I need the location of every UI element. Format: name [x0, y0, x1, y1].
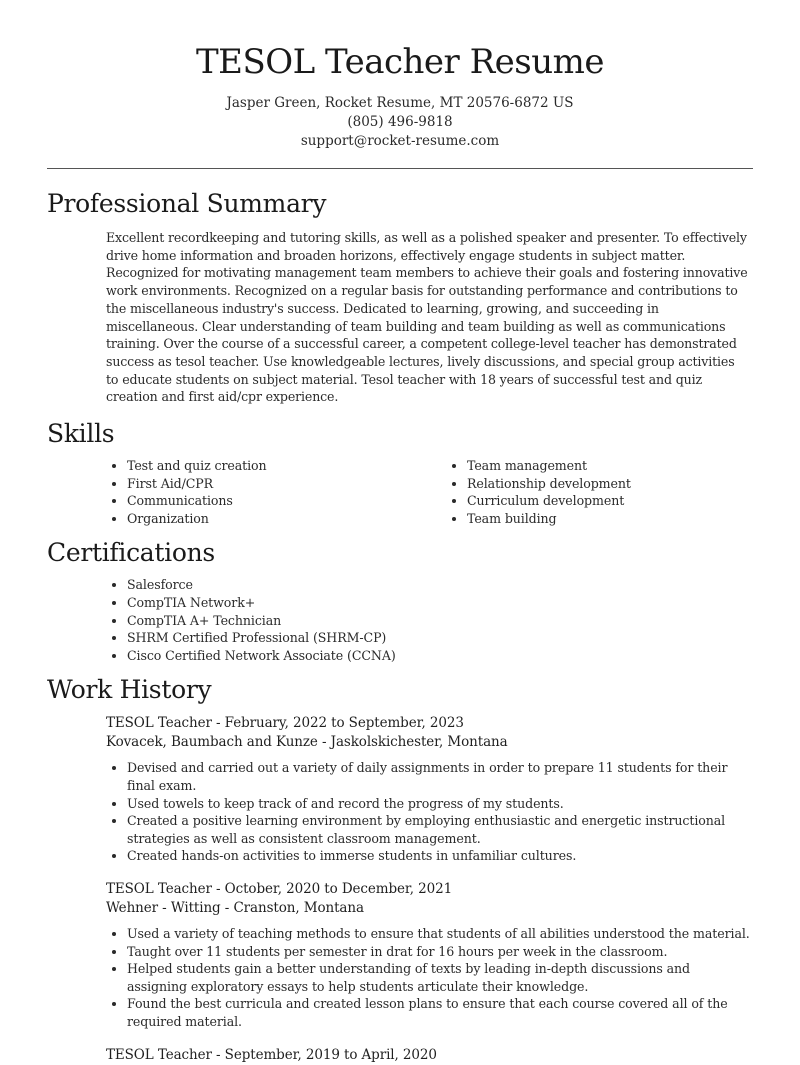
job-entry	[106, 1046, 750, 1065]
job-role-dates: TESOL Teacher - September, 2019 to April, 2020	[106, 1046, 437, 1063]
section-title-certifications: Certifications	[47, 538, 215, 568]
job-entry	[106, 714, 750, 865]
skill-item: • Team management	[467, 457, 786, 475]
certification-item: • CompTIA A+ Technician	[127, 612, 800, 630]
skills-list	[106, 457, 800, 527]
section-title-work-history: Work History	[47, 675, 212, 705]
job-bullet: • Used towels to keep track of and record the progress of my students.	[127, 795, 750, 813]
certification-item: • CompTIA Network+	[127, 594, 800, 612]
job-entry	[106, 880, 750, 1031]
certifications-items	[106, 576, 800, 664]
skill-item: • Curriculum development	[467, 492, 786, 510]
job-company-location: Wehner - Witting - Cranston, Montana	[106, 899, 364, 916]
skill-item: • First Aid/CPR	[127, 475, 446, 493]
section-title-summary: Professional Summary	[47, 189, 327, 218]
certification-item: • Cisco Certified Network Associate (CCNA)	[127, 647, 800, 665]
job-bullet: • Created hands-on activities to immerse students in unfamiliar cultures.	[127, 847, 750, 865]
job-company-location: Kovacek, Baumbach and Kunze - Jaskolskichester, Montana	[106, 734, 508, 751]
contact-phone: (805) 496-9818	[347, 114, 453, 130]
job-role-dates: TESOL Teacher - February, 2022 to September, 2023	[106, 715, 464, 732]
certifications-list	[106, 576, 800, 664]
skill-item: • Communications	[127, 492, 446, 510]
job-bullets	[106, 759, 750, 865]
job-bullet: • Taught over 11 students per semester in drat for 16 hours per week in the classroom.	[127, 943, 750, 961]
skills-column-left	[106, 457, 446, 527]
job-bullet: • Devised and carried out a variety of daily assignments in order to prepare 11 students for their final exam.	[127, 759, 750, 794]
header-divider	[47, 168, 753, 169]
skills-column-right	[446, 457, 786, 527]
job-bullet: • Found the best curricula and created lesson plans to ensure that each course covered all of the required material.	[127, 995, 750, 1030]
job-bullet: • Used a variety of teaching methods to ensure that students of all abilities understood the material.	[127, 925, 750, 943]
job-role-dates: TESOL Teacher - October, 2020 to December, 2021	[106, 880, 453, 897]
contact-email: support@rocket-resume.com	[300, 133, 500, 149]
job-bullets	[106, 925, 750, 1031]
page-title: TESOL Teacher Resume	[195, 42, 605, 82]
skill-item: • Relationship development	[467, 475, 786, 493]
job-bullet: • Created a positive learning environment by employing enthusiastic and energetic instructional strategies as well as consistent classroom management.	[127, 812, 750, 847]
summary-text: Excellent recordkeeping and tutoring skills, as well as a polished speaker and presenter. To effectively drive home information and broaden horizons, effectively engage students in subject matter. Recognized for motivating management team members to achieve their goals and fostering innovative work environments. Recognized on a regular basis for outstanding performance and contributions to the miscellaneous industry's success. Dedicated to learning, growing, and succeeding in miscellaneous. Clear understanding of team building and team building as well as communications training. Over the course of a successful career, a competent college-level teacher has demonstrated success as tesol teacher. Use knowledgeable lectures, lively discussions, and special group activities to educate students on subject material. Tesol teacher with 18 years of successful test and quiz creation and first aid/cpr experience.	[106, 230, 748, 405]
section-title-skills: Skills	[47, 419, 115, 449]
skill-item: • Organization	[127, 510, 446, 528]
certification-item: • Salesforce	[127, 576, 800, 594]
resume-header	[0, 0, 800, 151]
contact-address: Jasper Green, Rocket Resume, MT 20576-6872 US	[226, 95, 574, 111]
job-bullet: • Helped students gain a better understanding of texts by leading in-depth discussions and assigning exploratory essays to help students articulate their knowledge.	[127, 960, 750, 995]
skill-item: • Team building	[467, 510, 786, 528]
skill-item: • Test and quiz creation	[127, 457, 446, 475]
certification-item: • SHRM Certified Professional (SHRM-CP)	[127, 629, 800, 647]
contact-info	[0, 94, 800, 151]
